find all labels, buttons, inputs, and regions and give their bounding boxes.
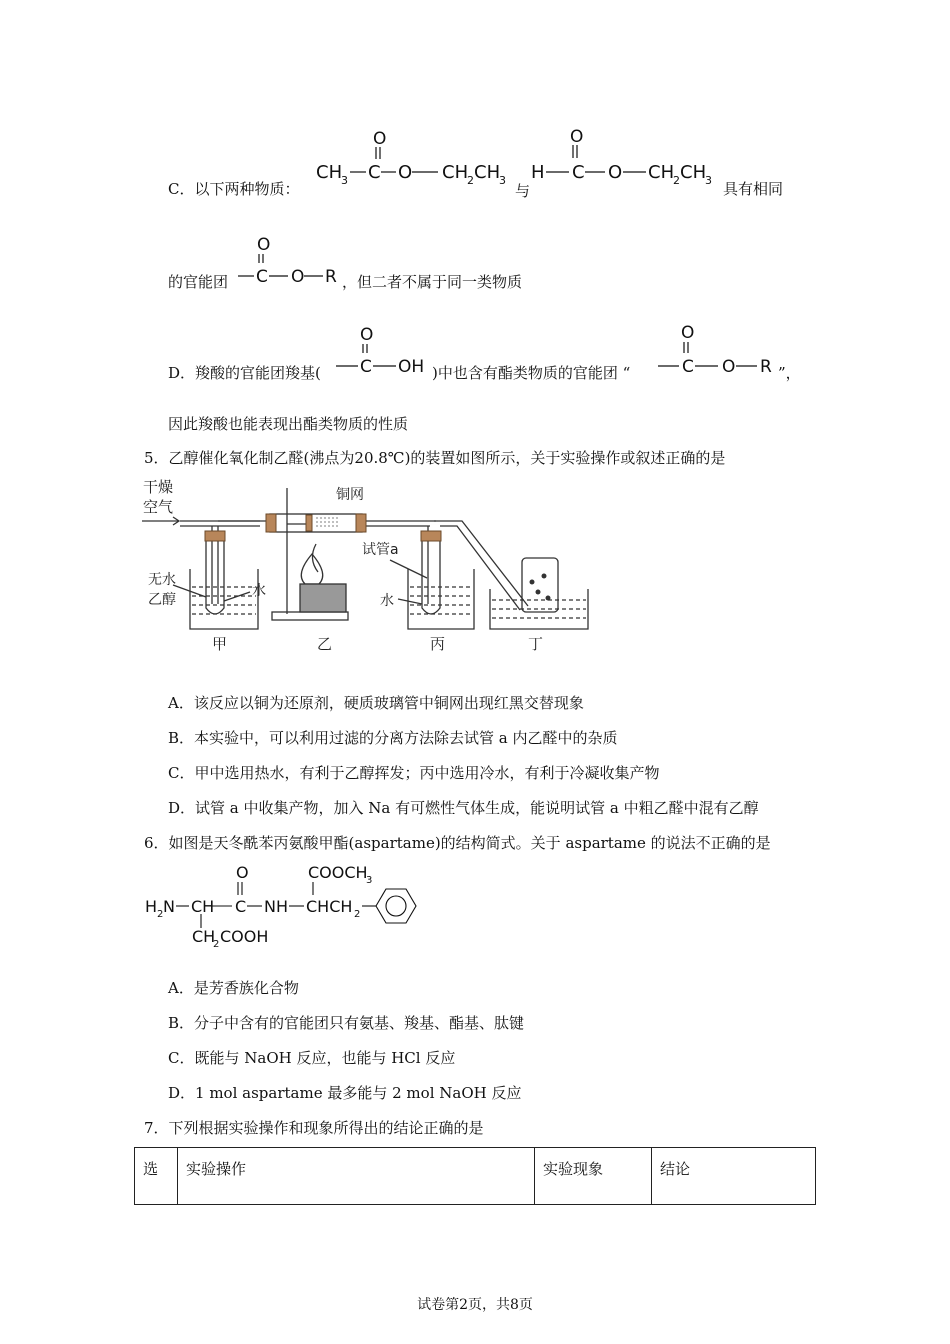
q4-option-c-line2-suffix: ，但二者不属于同一类物质 [342, 273, 523, 291]
svg-text:H: H [531, 162, 545, 183]
ester-group-structure-2 [652, 320, 780, 382]
q6-option-c: C．既能与 NaOH 反应，也能与 HCl 反应 [168, 1049, 456, 1067]
label-copper-mesh: 铜网 [336, 487, 364, 503]
svg-text:COOH: COOH [220, 927, 269, 946]
svg-text:C: C [256, 267, 268, 287]
q6-option-a: A．是芳香族化合物 [168, 979, 299, 997]
q4-option-c-prefix: C．以下两种物质： [168, 180, 300, 198]
svg-text:NH: NH [264, 897, 288, 916]
carboxyl-group-structure [334, 320, 434, 382]
label-bing: 丙 [430, 635, 446, 653]
svg-text:3: 3 [341, 174, 348, 187]
svg-text:O: O [291, 267, 305, 287]
q7-stem: 7．下列根据实验操作和现象所得出的结论正确的是 [144, 1119, 484, 1137]
svg-text:CH: CH [680, 162, 707, 183]
svg-text:O: O [398, 162, 413, 183]
q5-option-a: A．该反应以铜为还原剂，硬质玻璃管中铜网出现红黑交替现象 [168, 694, 584, 712]
q5-option-b: B．本实验中，可以利用过滤的分离方法除去试管 a 内乙醛中的杂质 [168, 729, 618, 747]
svg-text:O: O [570, 127, 584, 147]
svg-text:H: H [145, 897, 158, 916]
svg-text:N: N [163, 897, 175, 916]
svg-text:CHCH: CHCH [306, 897, 353, 916]
q4-option-c-suffix: 具有相同 [723, 180, 784, 198]
q5-stem: 5．乙醇催化氧化制乙醛(沸点为20.8℃)的装置如图所示，关于实验操作或叙述正确的是 [144, 449, 726, 467]
q4-option-d-prefix: D．羧酸的官能团羧基( [168, 364, 321, 382]
table-header-option: 选 [135, 1148, 178, 1205]
ester-group-structure [234, 232, 344, 292]
svg-text:R: R [760, 357, 772, 377]
aspartame-structure [140, 858, 430, 954]
q5-apparatus-figure [140, 474, 620, 660]
table-header-operation: 实验操作 [178, 1148, 535, 1205]
svg-text:2: 2 [354, 909, 361, 920]
svg-text:OH: OH [398, 357, 425, 377]
q6-stem: 6．如图是天冬酰苯丙氨酸甲酯(aspartame)的结构简式。关于 aspartame 的说法不正确的是 [144, 834, 771, 852]
svg-text:2: 2 [157, 909, 164, 920]
svg-text:C: C [360, 357, 372, 377]
label-water-2: 水 [380, 593, 394, 609]
q5-option-c: C．甲中选用热水，有利于乙醇挥发；丙中选用冷水，有利于冷凝收集产物 [168, 764, 660, 782]
q4-option-d-line2: 因此羧酸也能表现出酯类物质的性质 [168, 415, 409, 433]
label-ding: 丁 [528, 635, 544, 653]
svg-text:2: 2 [467, 174, 474, 187]
svg-text:CH: CH [442, 162, 469, 183]
q6-option-d: D．1 mol aspartame 最多能与 2 mol NaOH 反应 [168, 1084, 522, 1102]
label-jia: 甲 [212, 635, 228, 653]
svg-text:R: R [325, 267, 337, 287]
q4-structures-ethyl-acetate-and-ethyl-formate [310, 120, 790, 200]
svg-text:O: O [360, 325, 374, 345]
label-tube-a: 试管a [362, 542, 399, 558]
label-anhydrous-1: 无水 [148, 572, 176, 588]
svg-text:3: 3 [499, 174, 506, 187]
q4-option-c-and: 与 [515, 182, 531, 200]
label-anhydrous-2: 乙醇 [148, 592, 176, 608]
q4-option-d-suffix: ”， [778, 364, 801, 382]
svg-text:2: 2 [673, 174, 680, 187]
svg-text:CH: CH [474, 162, 501, 183]
svg-text:O: O [257, 235, 271, 255]
label-dry-air-1: 干燥 [143, 478, 174, 496]
svg-text:C: C [682, 357, 694, 377]
q7-table [134, 1147, 816, 1205]
label-yi: 乙 [317, 635, 333, 653]
q4-option-c-line2-prefix: 的官能团 [168, 273, 229, 291]
svg-text:C: C [235, 897, 247, 916]
svg-text:CH: CH [192, 927, 216, 946]
table-row [135, 1148, 816, 1205]
label-water: 水 [252, 583, 266, 599]
svg-text:CH: CH [648, 162, 675, 183]
svg-text:CH: CH [191, 897, 215, 916]
page-footer: 试卷第2页，共8页 [417, 1297, 533, 1313]
svg-text:CH: CH [316, 162, 343, 183]
svg-text:C: C [368, 162, 381, 183]
svg-text:O: O [608, 162, 623, 183]
svg-text:C: C [572, 162, 585, 183]
svg-text:2: 2 [213, 939, 220, 950]
svg-text:COOCH: COOCH [308, 863, 368, 882]
svg-text:O: O [722, 357, 736, 377]
q6-option-b: B．分子中含有的官能团只有氨基、羧基、酯基、肽键 [168, 1014, 525, 1032]
svg-text:O: O [681, 323, 695, 343]
table-header-conclusion: 结论 [652, 1148, 816, 1205]
label-dry-air-2: 空气 [143, 498, 174, 516]
q4-option-d-mid: )中也含有酯类物质的官能团 “ [432, 364, 631, 382]
q5-option-d: D．试管 a 中收集产物，加入 Na 有可燃性气体生成，能说明试管 a 中粗乙醛中混有乙醇 [168, 799, 759, 817]
svg-text:3: 3 [366, 875, 373, 886]
svg-text:O: O [236, 863, 249, 882]
table-header-phenomenon: 实验现象 [535, 1148, 652, 1205]
svg-text:O: O [373, 129, 387, 149]
svg-text:3: 3 [705, 174, 712, 187]
